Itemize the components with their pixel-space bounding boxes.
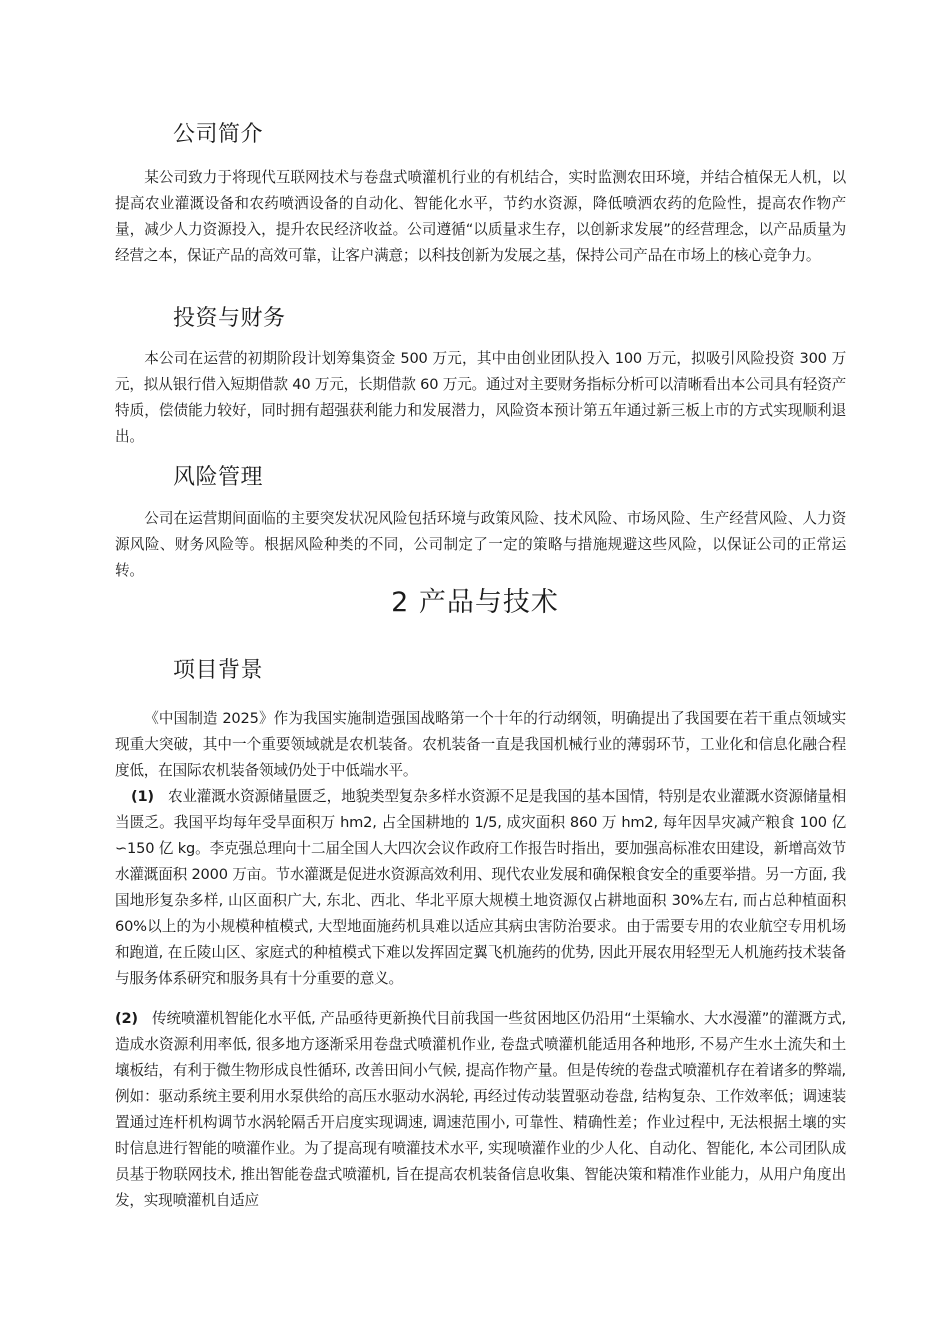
heading-investment: 投资与财务 [173, 306, 286, 331]
list-item-1 [115, 784, 846, 992]
paragraph-investment: 本公司在运营的初期阶段计划筹集资金 500 万元，其中由创业团队投入 100 万元，拟吸引风险投资 300 万元，拟从银行借入短期借款 40 万元，长期借款 60 万元。通过对主要财务指标分析可以清晰看出本公司具有轻资产特质，偿债能力较好，同时拥有超强获利能力和发展潜力，风险资本预计第五年通过新三板上市的方式实现顺利退出。 [115, 350, 846, 445]
list-text-2: 传统喷灌机智能化水平低, 产品亟待更新换代目前我国一些贫困地区仍沿用“土渠输水、大水漫灌”的灌溉方式, 造成水资源利用率低, 很多地方逐渐采用卷盘式喷灌机作业, 卷盘式喷灌机能适用各种地形, 不易产生水土流失和土壤板结，有利于微生物形成良性循环, 改善田间小气候, 提高作物产量。但是传统的卷盘式喷灌机存在着诸多的弊端, 例如：驱动系统主要利用水泵供给的高压水驱动水涡轮, 再经过传动装置驱动卷盘, 结构复杂、工作效率低；调速装置通过连杆机构调节水涡轮隔舌开启度实现调速, 调速范围小, 可靠性、精确性差；作业过程中, 无法根据土壤的实时信息进行智能的喷灌作业。为了提高现有喷灌技术水平, 实现喷灌作业的少人化、自动化、智能化, 本公司团队成员基于物联网技术, 推出智能卷盘式喷灌机, 旨在提高农机装备信息收集、智能决策和精准作业能力，从用户角度出发，实现喷灌机自适应 [115, 1010, 846, 1209]
paragraph-company-intro: 某公司致力于将现代互联网技术与卷盘式喷灌机行业的有机结合，实时监测农田环境，并结合植保无人机，以提高农业灌溉设备和农药喷洒设备的自动化、智能化水平，节约水资源，降低喷洒农药的危险性，提高农作物产量，减少人力资源投入，提升农民经济收益。公司遵循“以质量求生存，以创新求发展”的经营理念，以产品质量为经营之本，保证产品的高效可靠，让客户满意；以科技创新为发展之基，保持公司产品在市场上的核心竞争力。 [115, 169, 846, 264]
list-number-2: (2) [115, 1010, 138, 1027]
paragraph-background: 《中国制造 2025》作为我国实施制造强国战略第一个十年的行动纲领，明确提出了我国要在若干重点领域实现重大突破，其中一个重要领域就是农机装备。农机装备一直是我国机械行业的薄弱环节，工业化和信息化融合程度低，在国际农机装备领域仍处于中低端水平。 [115, 710, 846, 779]
chapter-title: 2 产品与技术 [391, 587, 559, 618]
list-number-1: (1) [131, 788, 154, 805]
list-text-1: 农业灌溉水资源储量匮乏，地貌类型复杂多样水资源不足是我国的基本国情，特别是农业灌溉水资源储量相当匮乏。我国平均每年受旱面积万 hm2, 占全国耕地的 1/5, 成灾面积 860 万 hm2, 每年因旱灾减产粮食 100 亿∽150 亿 kg。李克强总理向十二届全国人大四次会议作政府工作报告时指出，要加强高标准农田建设，新增高效节水灌溉面积 2000 万亩。节水灌溉是促进水资源高效利用、现代农业发展和确保粮食安全的重要举措。另一方面, 我国地形复杂多样, 山区面积广大, 东北、西北、华北平原大规模土地资源仅占耕地面积 30%左右, 而占总种植面积 60%以上的为小规模种植模式, 大型地面施药机具难以适应其病虫害防治要求。由于需要专用的农业航空专用机场和跑道, 在丘陵山区、家庭式的种植模式下难以发挥固定翼飞机施药的优势, 因此开展农用轻型无人机施药技术装备与服务体系研究和服务具有十分重要的意义。 [115, 788, 846, 987]
heading-background: 项目背景 [173, 658, 264, 683]
heading-company-intro: 公司简介 [173, 122, 264, 147]
list-item-2 [115, 1006, 846, 1214]
paragraph-risk: 公司在运营期间面临的主要突发状况风险包括环境与政策风险、技术风险、市场风险、生产经营风险、人力资源风险、财务风险等。根据风险种类的不同，公司制定了一定的策略与措施规避这些风险，以保证公司的正常运转。 [115, 510, 846, 579]
heading-risk: 风险管理 [173, 465, 264, 490]
